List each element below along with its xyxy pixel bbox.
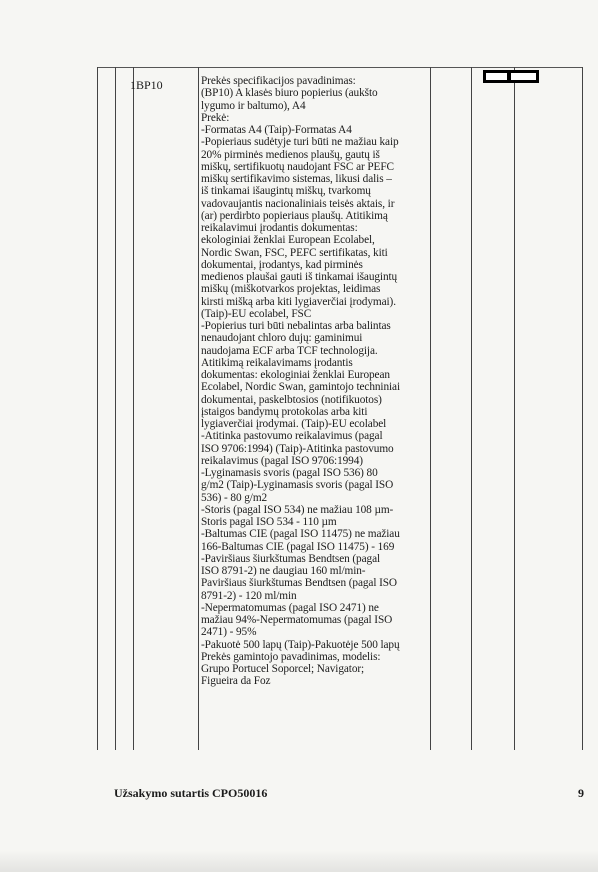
spec-line: reikalavimus (pagal ISO 9706:1994) — [201, 454, 363, 467]
spec-line: naudojama ECF arba TCF technologija. — [201, 344, 378, 357]
spec-line: Grupo Portucel Soporcel; Navigator; — [201, 663, 365, 675]
spec-line: 20% pirminės medienos plaušų, gautų iš — [201, 148, 380, 161]
footer-page-number: 9 — [578, 786, 584, 800]
spec-line: -Baltumas CIE (pagal ISO 11475) ne mažiau — [201, 528, 400, 541]
spec-line: miškų (miškotvarkos projektas, leidimas — [201, 283, 381, 296]
product-code: BP10 — [136, 78, 163, 92]
spec-line: Prekė: — [201, 111, 230, 124]
spec-line: 166-Baltumas CIE (pagal ISO 11475) - 169 — [201, 540, 395, 553]
spec-line: Ecolabel, Nordic Swan, gamintojo techniniai — [201, 381, 400, 394]
spec-line: miškų sertifikavimo sistemas, likusi dalis – — [201, 173, 392, 185]
spec-line: lygiaverčiai įrodymai. (Taip)-EU ecolabel — [201, 418, 387, 430]
spec-line: dokumentai, paskelbtosios (notifikuotos) — [201, 393, 382, 406]
spec-line: mažiau 94%-Nepermatomumas (pagal ISO — [201, 614, 393, 626]
spec-line: -Atitinka pastovumo reikalavimus (pagal — [201, 430, 383, 443]
spec-line: Paviršiaus šiurkštumas Bendtsen (pagal ISO — [201, 577, 397, 590]
scan-edge — [0, 850, 598, 872]
table-column-divider — [471, 67, 472, 750]
table-column-divider — [133, 67, 134, 750]
spec-line: -Pakuotė 500 lapų (Taip)-Pakuotėje 500 lapų — [201, 638, 400, 651]
table-column-divider — [115, 67, 116, 750]
product-specification — [201, 75, 431, 688]
spec-line: lygumo ir baltumo), A4 — [201, 99, 306, 112]
spec-line: dokumentai, įrodantys, kad pirminės — [201, 258, 363, 271]
spec-line: -Nepermatomumas (pagal ISO 2471) ne — [201, 601, 379, 614]
spec-line: reikalavimui įrodantis dokumentas: — [201, 222, 358, 234]
spec-line: Prekės gamintojo pavadinimas, modelis: — [201, 650, 381, 663]
spec-line: Storis pagal ISO 534 - 110 µm — [201, 516, 337, 528]
redaction-box — [483, 70, 539, 83]
spec-line: dokumentas: ekologiniai ženklai European — [201, 369, 390, 381]
spec-line: nenaudojant chloro dujų: gaminimui — [201, 332, 363, 345]
spec-line: kirsti mišką arba kiti lygiaverčiai įrodymai). — [201, 295, 396, 308]
spec-line: vadovaujantis nacionaliniais teisės aktais, ir — [201, 197, 395, 210]
spec-line: -Storis (pagal ISO 534) ne mažiau 108 µm- — [201, 503, 394, 516]
spec-line: 8791-2) - 120 ml/min — [201, 589, 297, 602]
spec-line: ekologiniai ženklai European Ecolabel, — [201, 234, 375, 247]
spec-line: g/m2 (Taip)-Lyginamasis svoris (pagal ISO — [201, 479, 394, 492]
spec-line: ISO 9706:1994) (Taip)-Atitinka pastovumo — [201, 442, 394, 455]
table-border-left — [97, 67, 98, 750]
spec-line: Figueira da Foz — [201, 675, 271, 688]
spec-line: (Taip)-EU ecolabel, FSC — [201, 307, 312, 320]
spec-line: miškų, sertifikuotų naudojant FSC ar PEFC — [201, 160, 394, 173]
spec-line: iš tinkamai išaugintų miškų, tvarkomų — [201, 185, 371, 198]
spec-line: (ar) perdirbto popieriaus plaušų. Atitikimą — [201, 209, 388, 222]
spec-line: 536) - 80 g/m2 — [201, 491, 268, 504]
spec-line: -Formatas A4 (Taip)-Formatas A4 — [201, 124, 352, 136]
spec-line: -Lyginamasis svoris (pagal ISO 536) 80 — [201, 467, 378, 479]
spec-line: Prekės specifikacijos pavadinimas: — [201, 75, 356, 87]
spec-line: medienos plaušai gauti iš tinkamai išaugintų — [201, 271, 398, 283]
spec-line: -Paviršiaus šiurkštumas Bendtsen (pagal — [201, 552, 381, 565]
table-column-divider — [514, 67, 515, 750]
table-column-divider — [198, 67, 199, 750]
row-number: 1 — [130, 78, 136, 92]
spec-line: Nordic Swan, FSC, PEFC sertifikatas, kiti — [201, 246, 388, 259]
spec-line: ISO 8791-2) ne daugiau 160 ml/min- — [201, 565, 366, 577]
spec-line: -Popierius turi būti nebalintas arba balintas — [201, 320, 391, 332]
spec-line: įstaigos bandymų protokolas arba kiti — [201, 405, 368, 418]
spec-line: 2471) - 95% — [201, 626, 257, 639]
spec-line: Atitikimą reikalavimams įrodantis — [201, 356, 353, 369]
footer-contract-title: Užsakymo sutartis CPO50016 — [114, 786, 268, 800]
spec-line: (BP10) A klasės biuro popierius (aukšto — [201, 87, 378, 100]
table-border-right — [582, 67, 583, 750]
spec-line: -Popieriaus sudėtyje turi būti ne mažiau kaip — [201, 136, 399, 149]
